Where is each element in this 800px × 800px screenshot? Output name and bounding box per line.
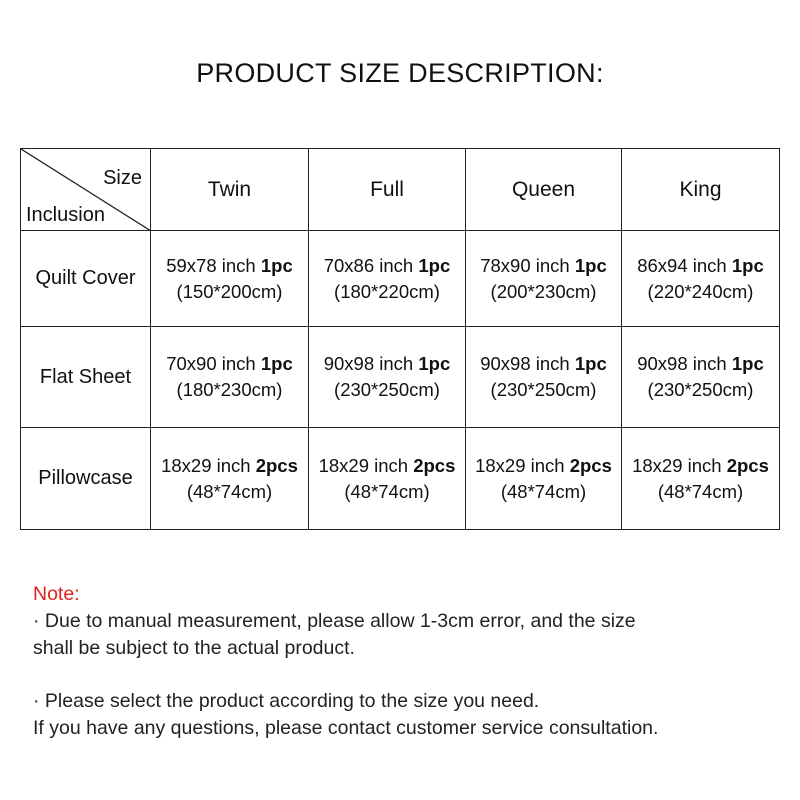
inch-size: 70x86 inch	[323, 254, 419, 276]
note-spacer	[33, 662, 773, 688]
column-header-king: King	[622, 149, 780, 231]
cm-size: (48*74cm)	[500, 480, 587, 502]
note-line-4: If you have any questions, please contact customer service consultation.	[33, 717, 659, 739]
cm-size: (230*250cm)	[647, 379, 754, 400]
cm-size: (180*230cm)	[176, 379, 283, 400]
quantity: 1pc	[418, 353, 451, 374]
table-cell	[151, 327, 309, 428]
cm-size: (48*74cm)	[186, 480, 273, 502]
inch-size: 18x29 inch	[475, 454, 570, 476]
inch-size: 90x98 inch	[480, 353, 575, 374]
table-header-row	[21, 149, 780, 231]
column-header-queen: Queen	[466, 149, 622, 231]
cm-size: (230*250cm)	[334, 379, 440, 400]
quantity: 2pcs	[726, 454, 769, 476]
row-label-pillowcase: Pillowcase	[21, 428, 151, 530]
quantity: 1pc	[731, 353, 764, 374]
table-cell	[622, 428, 780, 530]
inch-size: 90x98 inch	[323, 353, 419, 374]
row-label-flat-sheet: Flat Sheet	[21, 327, 151, 428]
quantity: 1pc	[418, 254, 451, 276]
corner-inclusion-label: Inclusion	[26, 204, 105, 226]
quantity: 1pc	[574, 353, 607, 374]
inch-size: 86x94 inch	[637, 254, 732, 276]
inch-size: 70x90 inch	[166, 353, 261, 374]
quantity: 2pcs	[413, 454, 456, 476]
table-row	[21, 327, 780, 428]
inch-size: 78x90 inch	[480, 254, 575, 276]
note-line-1: · Due to manual measurement, please allow 1-3cm error, and the size	[33, 610, 636, 632]
table-row	[21, 428, 780, 530]
table-cell	[309, 428, 466, 530]
table-cell	[151, 428, 309, 530]
quantity: 1pc	[731, 254, 764, 276]
table-cell	[466, 231, 622, 327]
inch-size: 90x98 inch	[637, 353, 732, 374]
note-label: Note:	[33, 583, 80, 605]
inch-size: 18x29 inch	[318, 454, 414, 476]
inch-size: 59x78 inch	[166, 254, 261, 276]
corner-header-cell	[21, 149, 151, 231]
notes-section	[33, 581, 773, 742]
cm-size: (150*200cm)	[176, 280, 283, 302]
quantity: 1pc	[260, 353, 293, 374]
column-header-full: Full	[309, 149, 466, 231]
size-table	[20, 148, 780, 530]
note-line-3: · Please select the product according to the size you need.	[33, 690, 540, 712]
quantity: 1pc	[574, 254, 607, 276]
row-label-quilt-cover: Quilt Cover	[21, 231, 151, 327]
table-cell	[622, 231, 780, 327]
cm-size: (48*74cm)	[657, 480, 744, 502]
quantity: 2pcs	[255, 454, 298, 476]
cm-size: (220*240cm)	[647, 280, 754, 302]
page-title: PRODUCT SIZE DESCRIPTION:	[196, 58, 604, 88]
cm-size: (48*74cm)	[344, 480, 430, 502]
table-cell	[309, 231, 466, 327]
inch-size: 18x29 inch	[161, 454, 256, 476]
table-cell	[466, 327, 622, 428]
cm-size: (180*220cm)	[334, 280, 440, 302]
table-cell	[309, 327, 466, 428]
inch-size: 18x29 inch	[632, 454, 727, 476]
cm-size: (230*250cm)	[490, 379, 597, 400]
quantity: 1pc	[260, 254, 293, 276]
quantity: 2pcs	[569, 454, 612, 476]
table-row	[21, 231, 780, 327]
column-header-twin: Twin	[151, 149, 309, 231]
corner-size-label: Size	[103, 167, 142, 189]
table-cell	[151, 231, 309, 327]
note-line-2: shall be subject to the actual product.	[33, 637, 355, 659]
table-cell	[466, 428, 622, 530]
cm-size: (200*230cm)	[490, 280, 597, 302]
table-cell	[622, 327, 780, 428]
